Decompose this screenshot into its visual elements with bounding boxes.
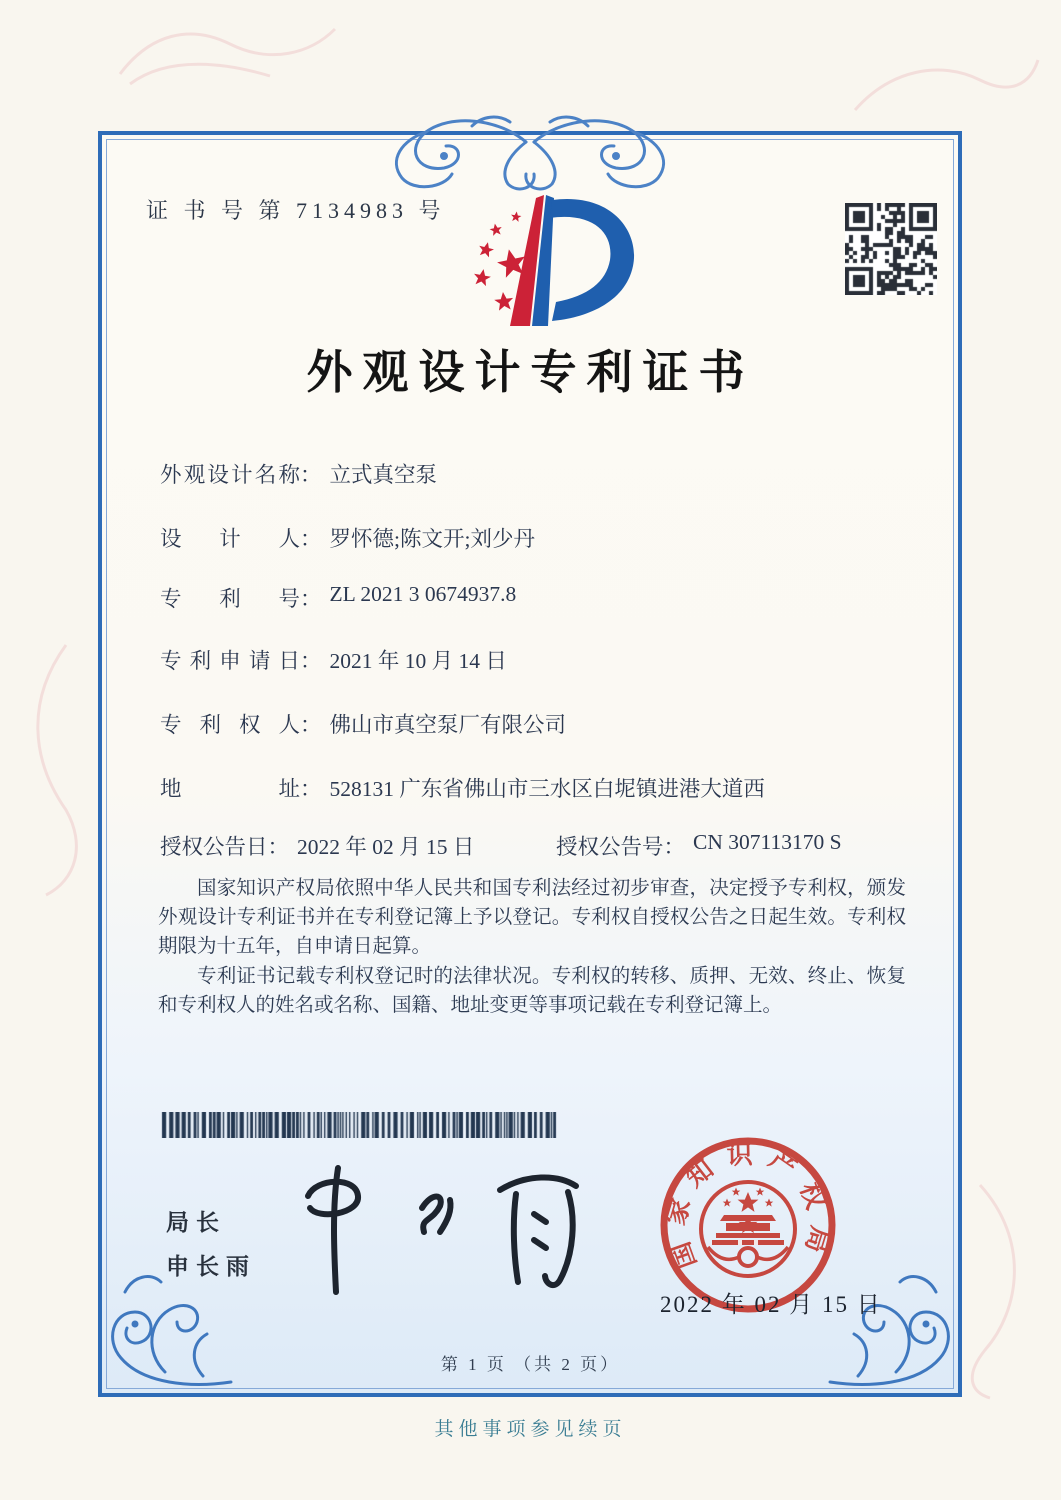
- field-label: 地 址: [160, 777, 300, 801]
- body-paragraph-2: 专利证书记载专利权登记时的法律状况。专利权的转移、质押、无效、终止、恢复和专利权人的姓名或名称、国籍、地址变更等事项记载在专利登记簿上。: [158, 966, 906, 1016]
- director-name: 申长雨: [166, 1253, 256, 1279]
- field-value: 罗怀德;陈文开;刘少丹: [329, 527, 535, 551]
- field-designers: [160, 522, 535, 553]
- certificate-number: 证 书 号 第 7134983 号: [146, 198, 446, 223]
- barcode: [160, 1112, 560, 1138]
- field-colon: ：: [663, 835, 686, 859]
- field-patent-number: [160, 582, 516, 613]
- field-label: 外观设计名称: [160, 463, 300, 487]
- page-number: 第 1 页 （共 2 页）: [440, 1355, 621, 1374]
- seal-text: 国家知识产权局: [660, 1139, 836, 1273]
- director-title: 局长: [166, 1209, 226, 1235]
- field-colon: ：: [300, 649, 322, 673]
- faint-red-ornament: [850, 40, 1040, 120]
- field-colon: ：: [267, 835, 290, 859]
- field-value: 2021 年 10 月 14 日: [329, 649, 507, 673]
- handwritten-signature: [272, 1152, 592, 1302]
- field-filing-date: [160, 644, 507, 675]
- cnipa-logo: [452, 190, 662, 332]
- seal-date: 2022 年 02 月 15 日: [660, 1292, 882, 1317]
- faint-red-ornament: [6, 640, 86, 900]
- certificate-title: 外观设计专利证书: [306, 347, 755, 398]
- field-colon: ：: [300, 463, 322, 487]
- continuation-note: 其他事项参见续页: [434, 1419, 627, 1440]
- field-label: 专 利 号: [160, 587, 300, 611]
- corner-ornament-left: [103, 1262, 233, 1394]
- field-value: 立式真空泵: [329, 463, 438, 487]
- field-value: ZL 2021 3 0674937.8: [329, 582, 517, 606]
- field-grant-row: [160, 830, 842, 861]
- grant-no-value: CN 307113170 S: [693, 830, 842, 854]
- grant-date-value: 2022 年 02 月 15 日: [297, 835, 475, 859]
- grant-no-label: 授权公告号: [556, 835, 664, 859]
- qr-code: [845, 203, 937, 295]
- field-colon: ：: [300, 777, 322, 801]
- field-value: 佛山市真空泵厂有限公司: [329, 713, 567, 737]
- field-colon: ：: [300, 527, 322, 551]
- field-design-name: [160, 458, 437, 489]
- faint-red-ornament: [110, 14, 340, 94]
- field-label: 专 利 权 人: [160, 713, 300, 737]
- field-value: 528131 广东省佛山市三水区白坭镇进港大道西: [329, 777, 765, 801]
- grant-date-label: 授权公告日: [160, 835, 268, 859]
- field-grant-number: [556, 830, 842, 861]
- body-paragraph-1: 国家知识产权局依照中华人民共和国专利法经过初步审查，决定授予专利权，颁发外观设计专利证书并在专利登记簿上予以登记。专利权自授权公告之日起生效。专利权期限为十五年，自申请日起算。: [158, 878, 906, 957]
- dragon-ornament: [322, 96, 738, 192]
- field-colon: ：: [300, 713, 322, 737]
- field-colon: ：: [300, 587, 322, 611]
- field-address: [160, 772, 765, 803]
- field-patentee: [160, 708, 566, 739]
- field-label: 专利申请日: [160, 649, 300, 673]
- field-label: 设 计 人: [160, 527, 300, 551]
